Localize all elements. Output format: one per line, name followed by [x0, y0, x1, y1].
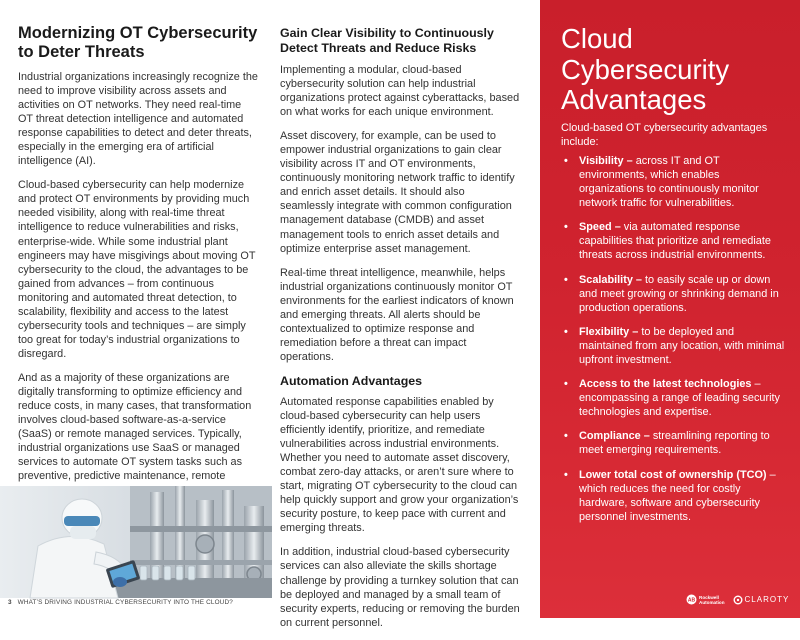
bullet-icon: •: [564, 221, 568, 234]
list-item: [561, 154, 786, 210]
bullet-icon: •: [564, 325, 568, 338]
list-item: [561, 377, 786, 419]
section-title-modernizing: Modernizing OT Cybersecurity to Deter Threats: [18, 24, 258, 61]
list-item-text: streamlining reporting to meet emerging requirements.: [579, 430, 770, 457]
list-item-text: to be deployed and maintained from any location, with minimal upfront investment.: [579, 325, 785, 366]
bullet-icon: •: [564, 273, 568, 286]
middle-paragraph-3: Real-time threat intelligence, meanwhile, helps industrial organizations continuously monitor OT environments for the earliest indicators of known and emerging threats. All alerts should be contextualized to optimize response and remediation before a threat can impact operations.: [280, 266, 514, 363]
list-item-text: – encompassing a range of leading security technologies and expertise.: [579, 378, 780, 419]
bullet-icon: •: [564, 430, 568, 443]
partner-logos: [686, 594, 789, 605]
rockwell-line1: Rockwell: [699, 594, 719, 600]
rockwell-automation-logo: [686, 594, 725, 605]
footer-text: WHAT’S DRIVING INDUSTRIAL CYBERSECURITY INTO THE CLOUD?: [17, 599, 233, 606]
left-paragraph-2: Cloud-based cybersecurity can help modernize and protect OT environments by providing much needed visibility, along with real-time threat intelligence to reduce vulnerabilities and risks, enterprise-wide. While some industrial plant engineers may have misgivings about moving OT cybersecurity to the cloud, the advantages to be gained from advances – from continuous monitoring and automated threat detection, to scalability, flexibility and access to the latest cybersecurity tools and techniques – are simply too great for today’s industrial organizations to disregard.: [18, 179, 256, 360]
list-item-text: to easily scale up or down and meet growing or shrinking demand in production operations.: [579, 273, 779, 314]
rockwell-line2: Automation: [699, 599, 725, 605]
middle-column: [280, 24, 520, 640]
claroty-mark-icon: [733, 595, 743, 605]
list-item-term: Lower total cost of ownership (TCO): [579, 468, 767, 481]
heading-automation-advantages: Automation Advantages: [280, 373, 423, 388]
list-item-term: Flexibility –: [579, 325, 639, 338]
list-item-term: Access to the latest technologies: [579, 378, 752, 391]
list-item-text: via automated response capabilities that prioritize and remediate threats across industrial environments.: [579, 221, 771, 262]
left-paragraph-3: And as a majority of these organizations are digitally transforming to optimize efficiency and reduce costs, in many cases, that transformation involves cloud-based software-as-a-service (SaaS) or remote managed services. Typically, industrial organizations use SaaS or managed services to automate OT system tasks such as preventive, predictive maintenance, remote: [18, 371, 252, 483]
sidebar-intro: Cloud-based OT cybersecurity advantages include:: [561, 122, 768, 148]
left-column: [18, 24, 258, 493]
list-item: [561, 468, 786, 524]
list-item: [561, 273, 786, 315]
list-item-text: across IT and OT environments, which enables organizations to continuously monitor network traffic for vulnerabilities.: [579, 155, 759, 209]
sidebar-title: Cloud Cybersecurity Advantages: [561, 23, 730, 115]
list-item: [561, 429, 786, 457]
advantages-sidebar: [540, 0, 800, 618]
rockwell-mark-icon: [686, 594, 697, 605]
middle-paragraph-4: Automated response capabilities enabled by cloud-based cybersecurity can help users efficiently identify, prioritize, and remediate vulnerabilities across industrial environments. Whether you need to automate asset discovery, combat zero-day attacks, or aren’t sure where to start, migrating OT cybersecurity to the cloud can help quickly support and grow your organization’s security posture, to keep pace with current and emerging threats.: [280, 395, 519, 535]
claroty-wordmark: CLAROTY: [744, 595, 790, 604]
left-paragraph-1: Industrial organizations increasingly recognize the need to improve visibility across assets and activities on OT networks. They need real-time OT threat detection intelligence and automated response capabilities to detect and deter threats, especially in the emerging era of artificial intelligence (AI).: [18, 71, 258, 168]
claroty-logo: [733, 595, 790, 605]
bullet-icon: •: [564, 468, 568, 481]
page-footer: [8, 599, 233, 606]
svg-text:AB: AB: [687, 597, 696, 604]
list-item-term: Visibility –: [579, 155, 633, 167]
heading-gain-visibility: Gain Clear Visibility to Continuously Detect Threats and Reduce Risks: [280, 26, 494, 55]
list-item: [561, 325, 786, 367]
list-item-term: Scalability –: [579, 273, 642, 286]
middle-paragraph-1: Implementing a modular, cloud-based cybersecurity solution can help industrial organizations protect against cyberattacks, based on what works for each unique environment.: [280, 64, 520, 119]
advantages-list: [561, 154, 786, 534]
bullet-icon: •: [564, 155, 568, 167]
list-item-term: Compliance –: [579, 430, 650, 443]
middle-paragraph-5: In addition, industrial cloud-based cybersecurity services can also alleviate the skills shortage challenge by providing a turnkey solution that can be deployed and managed by a small team of security experts, reducing or removing the burden on current personnel.: [280, 546, 520, 629]
factory-worker-photo: [0, 486, 272, 598]
list-item-term: Speed –: [579, 221, 621, 234]
list-item: [561, 220, 786, 262]
list-item-text: – which reduces the need for costly hardware, software and cybersecurity personnel investments.: [579, 468, 776, 523]
middle-paragraph-2: Asset discovery, for example, can be used to empower industrial organizations to gain clear visibility across IT and OT environments, continuously monitoring network traffic to identify and enrich asset details. It should also seamlessly integrate with common configuration management database (CMDB) and asset management tools to enrich asset details and optimize enterprise asset management.: [280, 130, 515, 255]
bullet-icon: •: [564, 378, 568, 391]
page-number: 3: [8, 599, 12, 606]
